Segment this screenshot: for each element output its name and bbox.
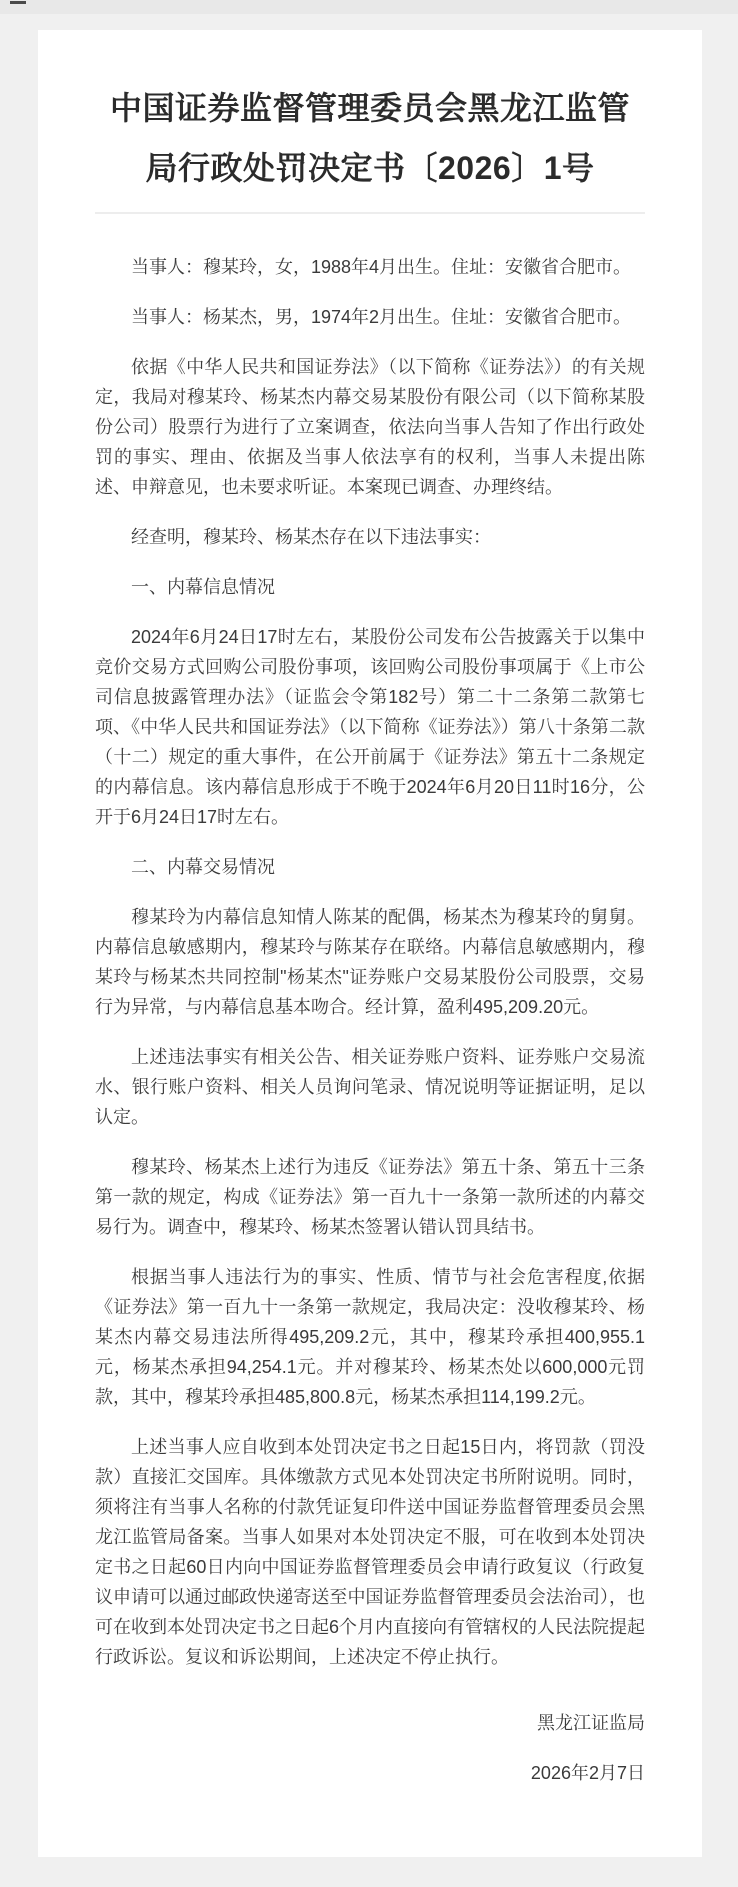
paragraph-party-1: 当事人：穆某玲，女，1988年4月出生。住址：安徽省合肥市。 — [131, 257, 632, 277]
paragraph-inside-info: 2024年6月24日17时左右，某股份公司发布公告披露关于以集中竞价交易方式回购公司股份事项，该回购公司股份事项属于《上市公司信息披露管理办法》（证监会令第182号）第二十二条第二款第七项、《中华人民共和国证券法》（以下简称《证券法》）第八十条第二款（十二）规定的重大事件，在公开前属于《证券法》第五十二条规定的内幕信息。该内幕信息形成于不晚于2024年6月20日11时16分，公开于6月24日17时左右。 — [95, 627, 645, 827]
paragraph-violation: 穆某玲、杨某杰上述行为违反《证券法》第五十条、第五十三条第一款的规定，构成《证券法》第一百九十一条第一款所述的内幕交易行为。调查中，穆某玲、杨某杰签署认错认罚具结书。 — [95, 1157, 645, 1237]
paragraph-decision: 根据当事人违法行为的事实、性质、情节与社会危害程度,依据《证券法》第一百九十一条第一款规定，我局决定：没收穆某玲、杨某杰内幕交易违法所得495,209.2元，其中，穆某玲承担400,955.1元，杨某杰承担94,254.1元。并对穆某玲、杨某杰处以600,000元罚款，其中，穆某玲承担485,800.8元，杨某杰承担114,199.2元。 — [95, 1267, 645, 1407]
title-divider — [95, 212, 645, 214]
section-heading-1: 一、内幕信息情况 — [131, 577, 275, 597]
paragraph-party-2: 当事人：杨某杰，男，1974年2月出生。住址：安徽省合肥市。 — [131, 307, 632, 327]
paragraph-findings-lead: 经查明，穆某玲、杨某杰存在以下违法事实： — [131, 527, 491, 547]
top-left-dash — [10, 1, 26, 4]
issuing-authority: 黑龙江证监局 — [537, 1713, 645, 1733]
paragraph-intro: 依据《中华人民共和国证券法》（以下简称《证券法》）的有关规定，我局对穆某玲、杨某杰内幕交易某股份有限公司（以下简称某股份公司）股票行为进行了立案调查，依法向当事人告知了作出行政处罚的事实、理由、依据及当事人依法享有的权利，当事人未提出陈述、申辩意见，也未要求听证。本案现已调查、办理终结。 — [95, 357, 645, 497]
top-strip — [0, 0, 738, 14]
section-heading-2: 二、内幕交易情况 — [131, 857, 275, 877]
paragraph-insider-trading: 穆某玲为内幕信息知情人陈某的配偶，杨某杰为穆某玲的舅舅。内幕信息敏感期内，穆某玲与陈某存在联络。内幕信息敏感期内，穆某玲与杨某杰共同控制"杨某杰"证券账户交易某股份公司股票，交易行为异常，与内幕信息基本吻合。经计算，盈利495,209.20元。 — [95, 907, 645, 1017]
paragraph-payment-appeal: 上述当事人应自收到本处罚决定书之日起15日内，将罚款（罚没款）直接汇交国库。具体缴款方式见本处罚决定书所附说明。同时，须将注有当事人名称的付款凭证复印件送中国证券监督管理委员会黑龙江监管局备案。当事人如果对本处罚决定不服，可在收到本处罚决定书之日起60日内向中国证券监督管理委员会申请行政复议（行政复议申请可以通过邮政快递寄送至中国证券监督管理委员会法治司），也可在收到本处罚决定书之日起6个月内直接向有管辖权的人民法院提起行政诉讼。复议和诉讼期间，上述决定不停止执行。 — [95, 1437, 646, 1667]
document-date: 2026年2月7日 — [530, 1763, 645, 1783]
paragraph-evidence: 上述违法事实有相关公告、相关证券账户资料、证券账户交易流水、银行账户资料、相关人员询问笔录、情况说明等证据证明，足以认定。 — [95, 1047, 645, 1127]
document-card — [38, 30, 702, 1857]
document-title: 中国证券监督管理委员会黑龙江监管局行政处罚决定书〔2026〕1号 — [109, 90, 630, 186]
